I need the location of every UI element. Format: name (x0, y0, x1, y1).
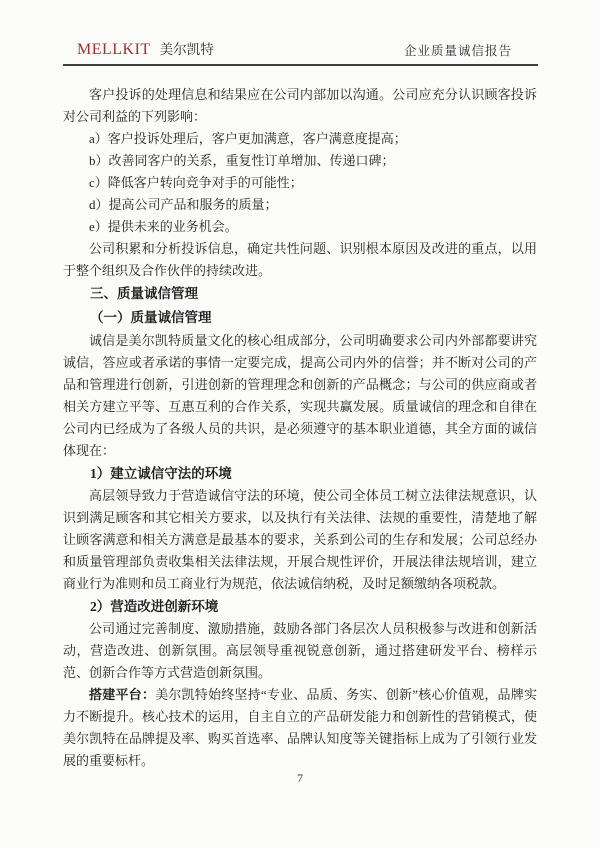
numbered-heading-1: 1）建立诚信守法的环境 (90, 466, 232, 481)
brand-logo (77, 38, 214, 59)
section-heading: 三、质量诚信管理 (90, 286, 198, 301)
list-item-c: c）降低客户转向竞争对手的可能性； (89, 175, 303, 190)
paragraph: 高层领导致力于营造诚信守法的环境，使公司全体员工树立法律法规意识，认识到满足顾客和其它相关方要求，以及执行有关法律、法规的重要性，清楚地了解让顾客满意和相关方满意是最基本的要求，关系到公司的生存和发展；公司总经办和质量管理部负责收集相关法律法规，开展合规性评价，开展法律法规培训，建立商业行为准则和员工商业行为规范，依法诚信纳税，及时足额缴纳各项税款。 (63, 488, 537, 591)
document-body (63, 84, 537, 772)
page-number: 7 (297, 771, 303, 785)
paragraph-lead-label: 搭建平台： (89, 687, 156, 702)
paragraph-lead-body: 美尔凯特始终坚持“专业、品质、务实、创新”核心价值观，品牌实力不断提升。核心技术的运用，自主自立的产品研发能力和创新性的营销模式，使美尔凯特在品牌提及率、购买首选率、品牌认知度等关键指标上成为了引领行业发展的重要标杆。 (63, 687, 537, 768)
subsection-heading: （一）质量诚信管理 (90, 310, 212, 325)
paragraph: 客户投诉的处理信息和结果应在公司内部加以沟通。公司应充分认识顾客投诉对公司利益的下列影响： (63, 87, 537, 124)
numbered-heading-2: 2）营造改进创新环境 (90, 599, 219, 614)
list-item-a: a）客户投诉处理后，客户更加满意，客户满意度提高； (89, 131, 407, 146)
paragraph: 公司积累和分析投诉信息，确定共性问题、识别根本原因及改进的重点，以用于整个组织及合作伙伴的持续改进。 (63, 241, 537, 278)
brand-name-cn: 美尔凯特 (159, 42, 214, 57)
brand-name-en: MELLKIT (77, 41, 151, 58)
paragraph: 诚信是美尔凯特质量文化的核心组成部分，公司明确要求公司内外部都要讲究诚信，答应或者承诺的事情一定要完成，提高公司内外的信誉；并不断对公司的产品和管理进行创新，引进创新的管理理念和创新的产品概念；与公司的供应商或者相关方建立平等、互惠互利的合作关系，实现共赢发展。质量诚信的理念和自律在公司内已经成为了各级人员的共识，是必须遵守的基本职业道德，其全方面的诚信体现在： (63, 333, 537, 458)
paragraph: 公司通过完善制度、激励措施，鼓励各部门各层次人员积极参与改进和创新活动，营造改进、创新氛围。高层领导重视锐意创新，通过搭建研发平台、榜样示范、创新合作等方式营造创新氛围。 (63, 621, 537, 680)
list-item-e: e）提供未来的业务机会。 (89, 219, 238, 234)
paragraph-with-lead (63, 684, 537, 772)
page-header (63, 38, 538, 66)
list-item-d: d）提高公司产品和服务的质量； (89, 197, 278, 212)
document-title: 企业质量诚信报告 (403, 44, 512, 58)
list-item-b: b）改善同客户的关系，重复性订单增加、传递口碑； (89, 153, 395, 168)
